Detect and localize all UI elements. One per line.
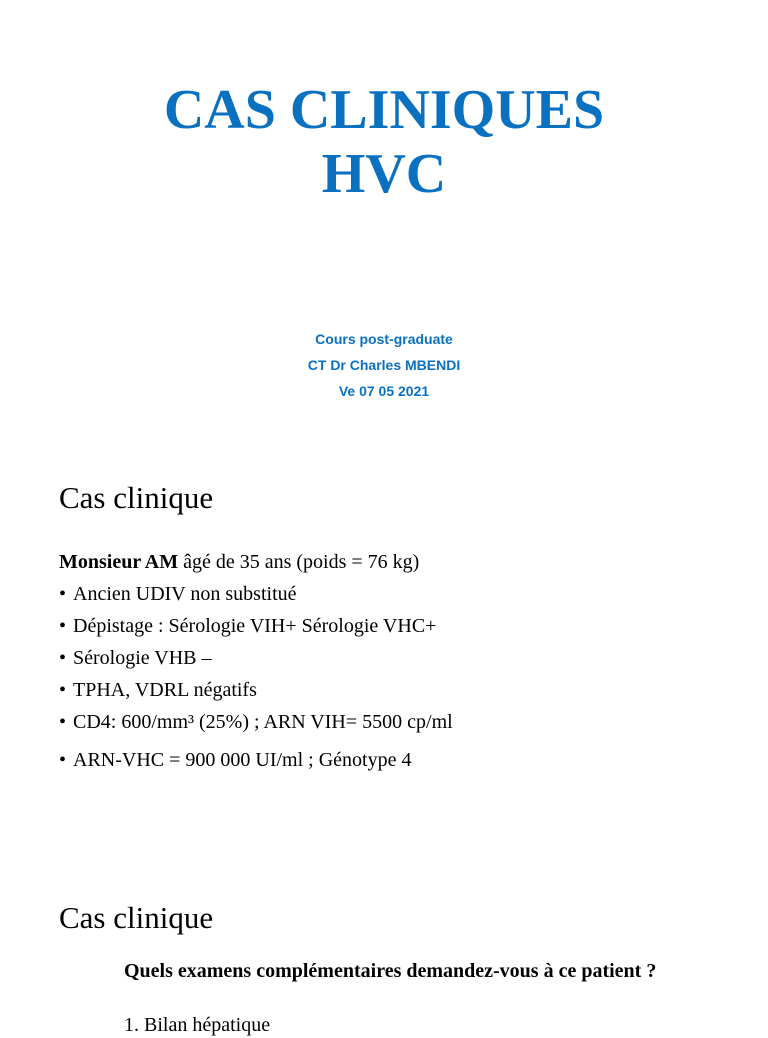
list-item [59,578,749,610]
list-item-text: ARN-VHC = 900 000 UI/ml ; Génotype 4 [73,749,412,771]
section-heading-1: Cas clinique [59,480,214,515]
question-text: Quels examens complémentaires demandez-vous à ce patient ? [124,960,657,982]
title-line-1: CAS CLINIQUES [163,79,605,141]
date-label: Ve 07 05 2021 [338,383,430,399]
list-item [59,610,749,642]
case-description [59,546,749,776]
case-bullet-list [59,578,749,776]
list-item [59,642,749,674]
list-item-text: TPHA, VDRL négatifs [73,679,257,701]
list-item [59,744,749,776]
bullet-icon: • [59,711,67,733]
answer-item-1: 1. Bilan hépatique [124,1014,271,1036]
list-item-text: Sérologie VHB – [73,647,212,669]
patient-intro [59,546,749,578]
author-label: CT Dr Charles MBENDI [307,357,461,373]
bullet-icon: • [59,583,67,605]
list-item [59,674,749,706]
slide-title [0,78,768,206]
bullet-icon: • [59,749,67,771]
patient-details: âgé de 35 ans (poids = 76 kg) [178,551,420,573]
section-heading-2: Cas clinique [59,900,214,935]
list-item-text: CD4: 600/mm³ (25%) ; ARN VIH= 5500 cp/ml [73,711,453,733]
title-line-2: HVC [321,143,447,205]
course-label: Cours post-graduate [315,331,453,347]
bullet-icon: • [59,615,67,637]
patient-name: Monsieur AM [59,551,179,573]
bullet-icon: • [59,647,67,669]
subtitle-block [0,326,768,404]
bullet-icon: • [59,679,67,701]
list-item [59,706,749,738]
list-item-text: Ancien UDIV non substitué [73,583,297,605]
list-item-text: Dépistage : Sérologie VIH+ Sérologie VHC+ [73,615,437,637]
